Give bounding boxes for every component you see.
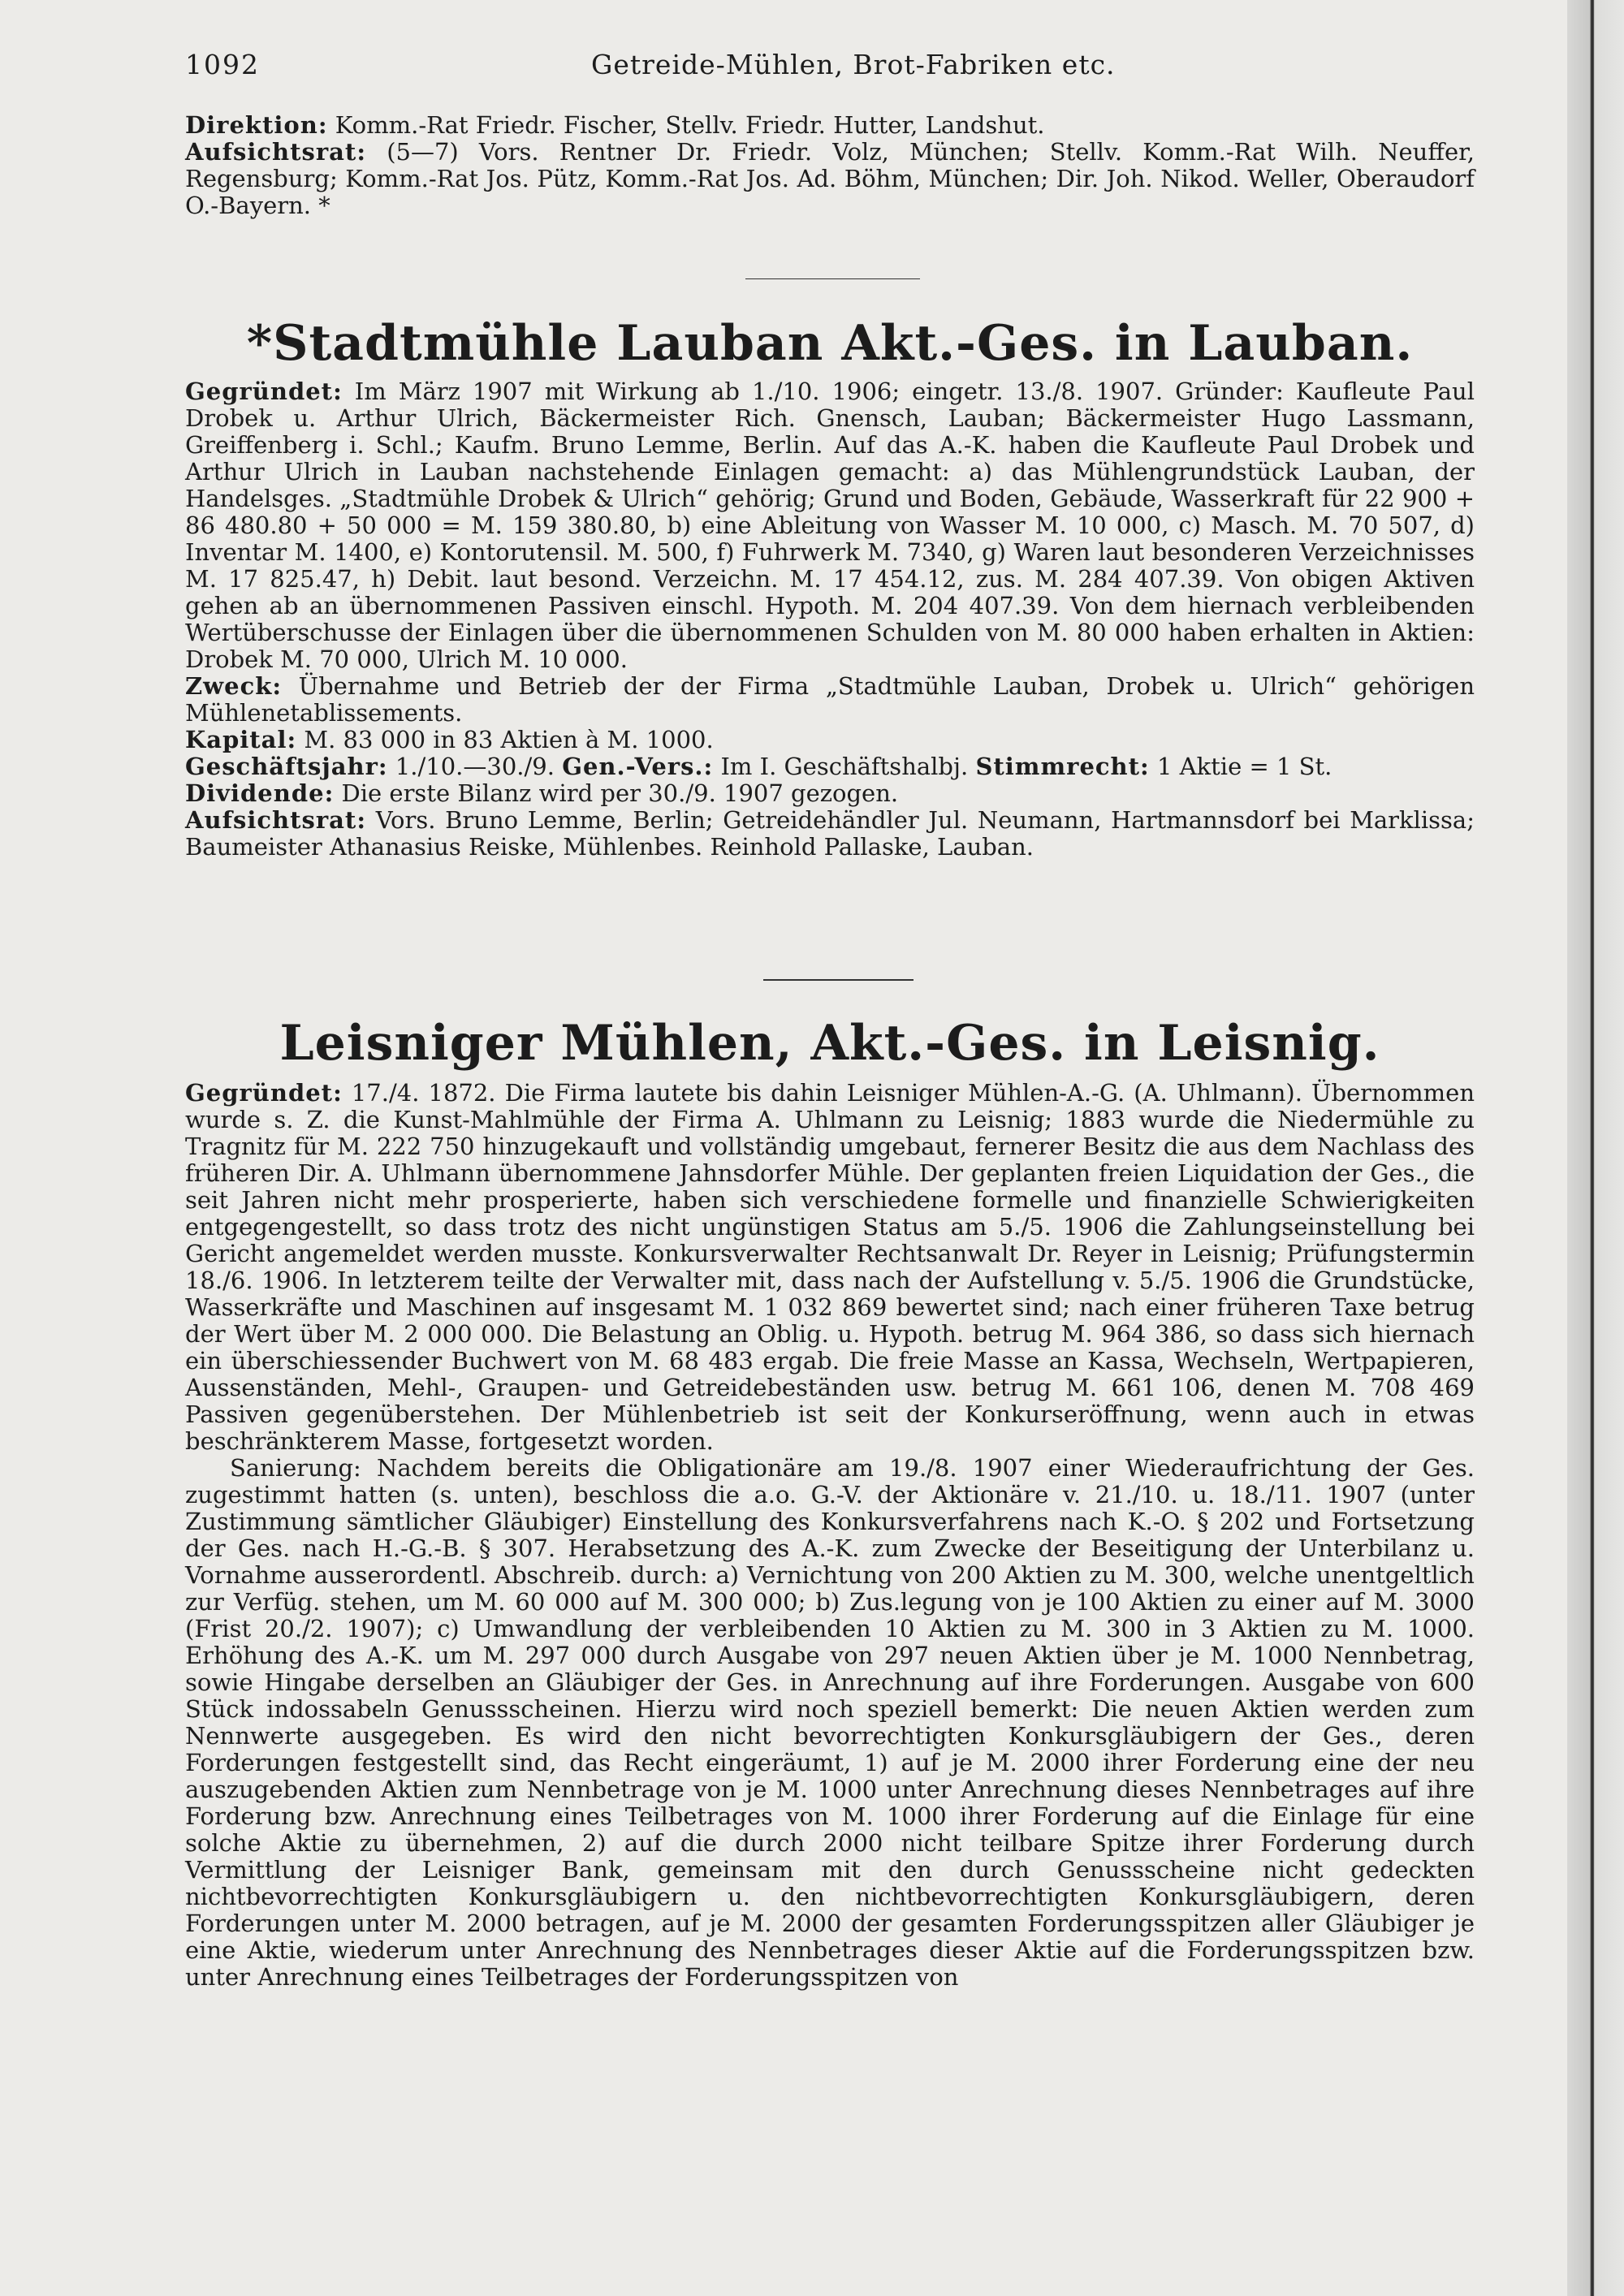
lauban-stimmrecht-text: 1 Aktie = 1 St. [1156, 753, 1332, 780]
lauban-zweck-label: Zweck: [185, 672, 283, 700]
leisnig-entry [185, 1080, 1475, 1991]
leisnig-gegruendet-label: Gegründet: [185, 1079, 343, 1107]
aufsichtsrat-paragraph [185, 139, 1475, 219]
aufsichtsrat-label: Aufsichtsrat: [185, 138, 367, 166]
page-header [185, 49, 1484, 89]
direktion-text: Komm.-Rat Friedr. Fischer, Stellv. Friedr. Hutter, Landshut. [335, 111, 1045, 139]
section-divider [745, 278, 920, 279]
lauban-geschaeftsjahr-text: 1./10.—30./9. [395, 753, 555, 780]
lauban-geschaeftsjahr [185, 753, 1475, 780]
section-divider [763, 979, 914, 981]
lauban-aufsichtsrat-label: Aufsichtsrat: [185, 806, 367, 834]
lauban-gegruendet-label: Gegründet: [185, 378, 343, 405]
lauban-geschaeftsjahr-label: Geschäftsjahr: [185, 753, 388, 780]
lauban-gegruendet-text: Im März 1907 mit Wirkung ab 1./10. 1906; eingetr. 13./8. 1907. Gründer: Kaufleute Paul Drobek u. Arthur Ulrich, Bäckermeister Rich. Gnensch, Lauban; Bäckermeister Hugo Lassmann, Greiffenberg i. Schl.; Kaufm. Bruno Lemme, Berlin. Auf das A.-K. haben die Kaufleute Paul Drobek und Arthur Ulrich in Lauban nachstehende Einlagen gemacht: a) das Mühlengrundstück Lauban, der Handelsges. „Stadtmühle Drobek & Ulrich“ gehörig; Grund und Boden, Gebäude, Wasserkraft für 22 900 + 86 480.80 + 50 000 = M. 159 380.80, b) eine Ableitung von Wasser M. 10 000, c) Masch. M. 70 507, d) Inventar M. 1400, e) Kontorutensil. M. 500, f) Fuhrwerk M. 7340, g) Waren laut besonderen Verzeichnisses M. 17 825.47, h) Debit. laut besond. Verzeichn. M. 17 454.12, zus. M. 284 407.39. Von obigen Aktiven gehen ab an übernommenen Passiven einschl. Hypoth. M. 204 407.39. Von dem hiernach verbleibenden Wertüberschusse der Einlagen über die übernommenen Schulden von M. 80 000 haben erhalten in Aktien: Drobek M. 70 000, Ulrich M. 10 000. [185, 378, 1475, 673]
lauban-aufsichtsrat-text: Vors. Bruno Lemme, Berlin; Getreidehändler Jul. Neumann, Hartmannsdorf bei Marklissa; Baumeister Athanasius Reiske, Mühlenbes. Reinhold Pallaske, Lauban. [185, 806, 1475, 861]
running-title: Getreide-Mühlen, Brot-Fabriken etc. [591, 49, 1116, 80]
previous-entry-continuation [185, 112, 1475, 219]
lauban-dividende-label: Dividende: [185, 779, 335, 807]
aufsichtsrat-text: (5—7) Vors. Rentner Dr. Friedr. Volz, München; Stellv. Komm.-Rat Wilh. Neuffer, Regensburg; Komm.-Rat Jos. Pütz, Komm.-Rat Jos. Ad. Böhm, München; Dir. Joh. Nikod. Weller, Oberaudorf O.-Bayern. * [185, 138, 1475, 219]
page-number: 1092 [185, 49, 260, 80]
lauban-dividende-text: Die erste Bilanz wird per 30./9. 1907 gezogen. [341, 779, 899, 807]
lauban-zweck [185, 673, 1475, 727]
leisnig-title: Leisniger Mühlen, Akt.-Ges. in Leisnig. [279, 1015, 1380, 1072]
lauban-genvers-label: Gen.-Vers.: [562, 753, 714, 780]
page-binding-edge [1567, 0, 1624, 2296]
lauban-stimmrecht-label: Stimmrecht: [975, 753, 1150, 780]
leisnig-gegruendet [185, 1080, 1475, 1455]
direktion-paragraph [185, 112, 1475, 139]
lauban-zweck-text: Übernahme und Betrieb der der Firma „Stadtmühle Lauban, Drobek u. Ulrich“ gehörigen Mühlenetablissements. [185, 672, 1475, 727]
lauban-entry [185, 378, 1475, 861]
lauban-kapital-label: Kapital: [185, 726, 297, 753]
lauban-gegruendet [185, 378, 1475, 673]
lauban-title: *Stadtmühle Lauban Akt.-Ges. in Lauban. [246, 315, 1414, 372]
lauban-aufsichtsrat [185, 807, 1475, 861]
direktion-label: Direktion: [185, 111, 328, 139]
lauban-kapital-text: M. 83 000 in 83 Aktien à M. 1000. [304, 726, 714, 753]
leisnig-gegruendet-text: 17./4. 1872. Die Firma lautete bis dahin Leisniger Mühlen-A.-G. (A. Uhlmann). Übernommen wurde s. Z. die Kunst-Mahlmühle der Firma A. Uhlmann zu Leisnig; 1883 wurde die Niedermühle zu Tragnitz für M. 222 750 hinzugekauft und vollständig umgebaut, fernerer Besitz die aus dem Nachlass des früheren Dir. A. Uhlmann übernommene Jahnsdorfer Mühle. Der geplanten freien Liquidation der Ges., die seit Jahren nicht mehr prosperierte, haben sich verschiedene formelle und finanzielle Schwierigkeiten entgegengestellt, so dass trotz des nicht ungünstigen Status am 5./5. 1906 die Zahlungseinstellung bei Gericht angemeldet werden musste. Konkursverwalter Rechtsanwalt Dr. Reyer in Leisnig; Prüfungstermin 18./6. 1906. In letzterem teilte der Verwalter mit, dass nach der Aufstellung v. 5./5. 1906 die Grundstücke, Wasserkräfte und Maschinen auf insgesamt M. 1 032 869 bewertet sind; nach einer früheren Taxe betrug der Wert über M. 2 000 000. Die Belastung an Oblig. u. Hypoth. betrug M. 964 386, so dass sich hiernach ein überschiessender Buchwert von M. 68 483 ergab. Die freie Masse an Kassa, Wechseln, Wertpapieren, Aussenständen, Mehl-, Graupen- und Getreidebeständen usw. betrug M. 661 106, denen M. 708 469 Passiven gegenüberstehen. Der Mühlenbetrieb ist seit der Konkurseröffnung, wenn auch in etwas beschränkterem Masse, fortgesetzt worden. [185, 1079, 1475, 1455]
lauban-dividende [185, 780, 1475, 807]
lauban-kapital [185, 727, 1475, 753]
leisnig-sanierung: Sanierung: Nachdem bereits die Obligationäre am 19./8. 1907 einer Wiederaufrichtung der Ges. zugestimmt hatten (s. unten), beschloss die a.o. G.-V. der Aktionäre v. 21./10. u. 18./11. 1907 (unter Zustimmung sämtlicher Gläubiger) Einstellung des Konkursverfahrens nach K.-O. § 202 und Fortsetzung der Ges. nach H.-G.-B. § 307. Herabsetzung des A.-K. zum Zwecke der Beseitigung der Unterbilanz u. Vornahme ausserordentl. Abschreib. durch: a) Vernichtung von 200 Aktien zu M. 300, welche unentgeltlich zur Verfüg. stehen, um M. 60 000 auf M. 300 000; b) Zus.legung von je 100 Aktien zu einer auf M. 3000 (Frist 20./2. 1907); c) Umwandlung der verbleibenden 10 Aktien zu M. 300 in 3 Aktien zu M. 1000. Erhöhung des A.-K. um M. 297 000 durch Ausgabe von 297 neuen Aktien über je M. 1000 Nennbetrag, sowie Hingabe derselben an Gläubiger der Ges. in Anrechnung auf ihre Forderungen. Ausgabe von 600 Stück indossabeln Genussscheinen. Hierzu wird noch speziell bemerkt: Die neuen Aktien werden zum Nennwerte ausgegeben. Es wird den nicht bevorrechtigten Konkursgläubigern der Ges., deren Forderungen festgestellt sind, das Recht eingeräumt, 1) auf je M. 2000 ihrer Forderung eine der neu auszugebenden Aktien zum Nennbetrage von je M. 1000 unter Anrechnung dieses Nennbetrages auf ihre Forderung bzw. Anrechnung eines Teilbetrages von M. 1000 ihrer Forderung auf die Einlage für eine solche Aktie zu übernehmen, 2) auf die durch 2000 nicht teilbare Spitze ihrer Forderung durch Vermittlung der Leisniger Bank, gemeinsam mit den durch Genussscheine nicht gedeckten nichtbevorrechtigten Konkursgläubigern u. den nichtbevorrechtigten Konkursgläubigern, deren Forderungen unter M. 2000 betragen, auf je M. 2000 der gesamten Forderungsspitzen aller Gläubiger je eine Aktie, wiederum unter Anrechnung des Nennbetrages dieser Aktie auf die Forderungsspitzen bzw. unter Anrechnung eines Teilbetrages der Forderungsspitzen von [185, 1454, 1475, 1991]
lauban-genvers-text: Im I. Geschäftshalbj. [720, 753, 969, 780]
